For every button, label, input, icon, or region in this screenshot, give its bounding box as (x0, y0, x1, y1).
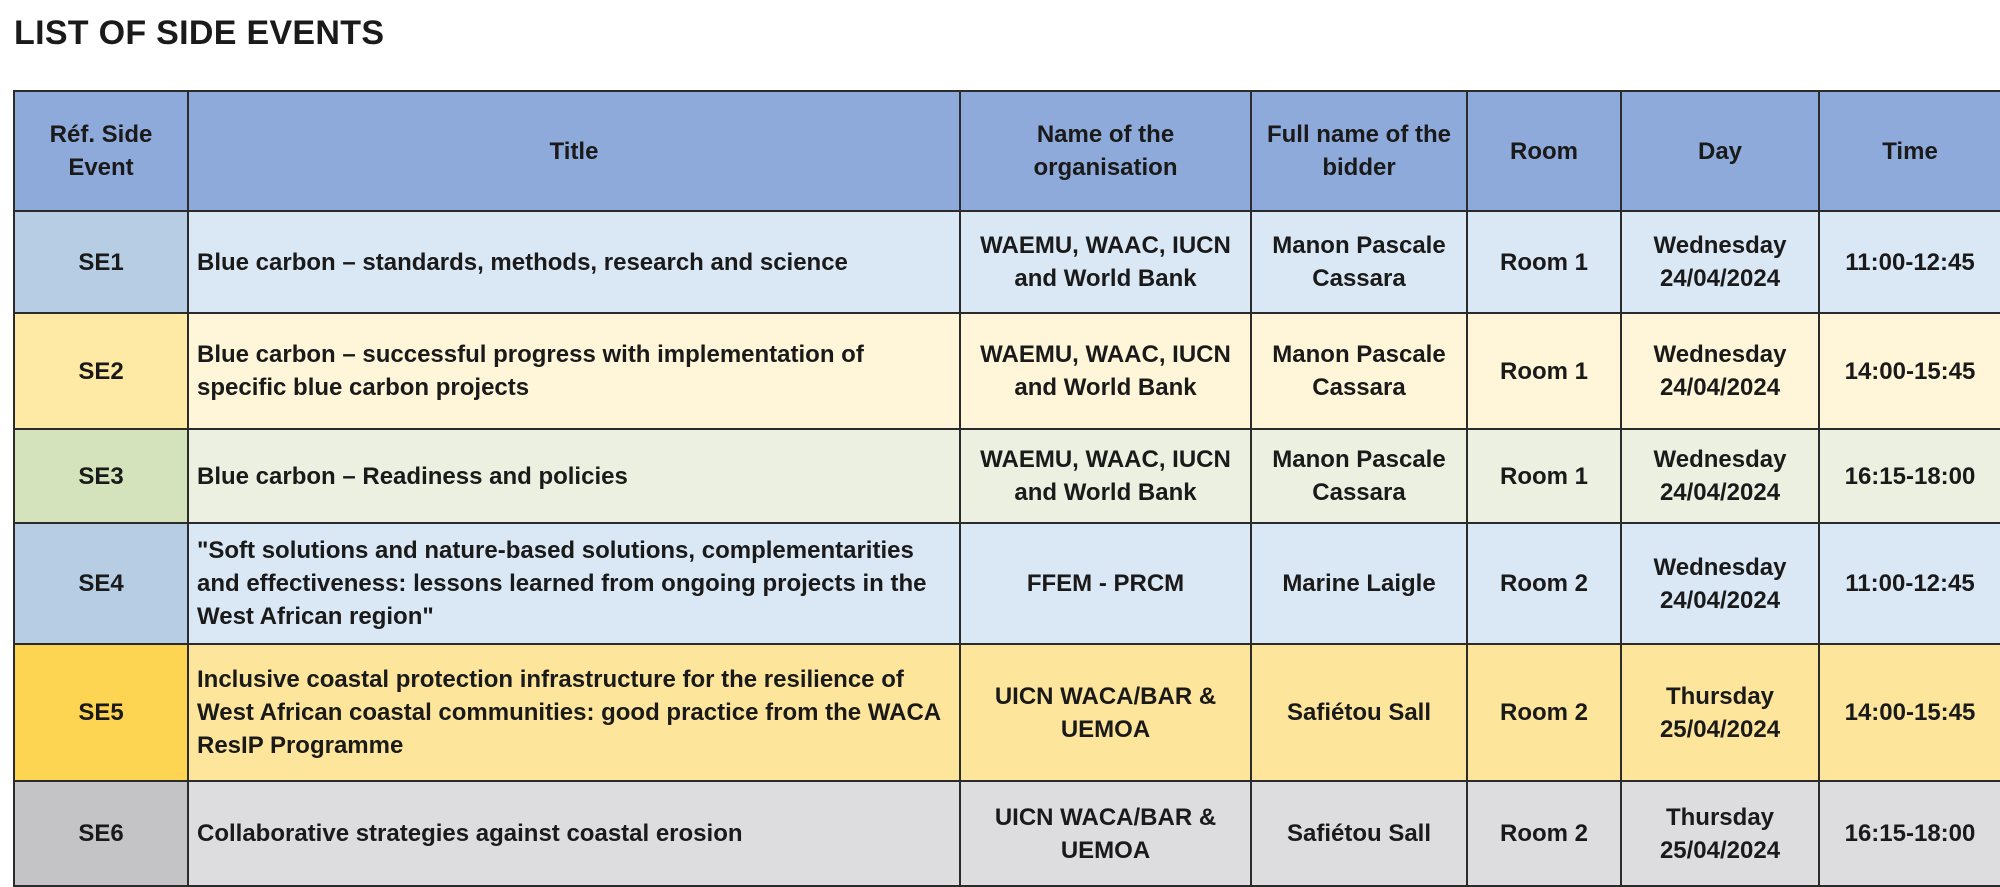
cell-room: Room 1 (1467, 313, 1621, 429)
table-row (14, 429, 2000, 523)
cell-ref: SE6 (14, 781, 188, 886)
cell-organisation: FFEM - PRCM (960, 523, 1251, 644)
column-header-bidder: Full name of the bidder (1251, 91, 1467, 211)
column-header-ref: Réf. Side Event (14, 91, 188, 211)
cell-bidder: Marine Laigle (1251, 523, 1467, 644)
cell-day: Wednesday 24/04/2024 (1621, 211, 1819, 313)
cell-room: Room 2 (1467, 523, 1621, 644)
cell-organisation: UICN WACA/BAR & UEMOA (960, 644, 1251, 781)
cell-title: Blue carbon – Readiness and policies (188, 429, 960, 523)
table-row (14, 313, 2000, 429)
cell-time: 16:15-18:00 (1819, 429, 2000, 523)
cell-bidder: Manon Pascale Cassara (1251, 211, 1467, 313)
column-header-day: Day (1621, 91, 1819, 211)
column-header-organisation: Name of the organisation (960, 91, 1251, 211)
cell-day: Wednesday 24/04/2024 (1621, 523, 1819, 644)
table-header-row (14, 91, 2000, 211)
cell-title: "Soft solutions and nature-based solutions, complementarities and effectiveness: lessons learned from ongoing projects in the West African region" (188, 523, 960, 644)
cell-room: Room 1 (1467, 211, 1621, 313)
cell-bidder: Manon Pascale Cassara (1251, 429, 1467, 523)
cell-time: 16:15-18:00 (1819, 781, 2000, 886)
column-header-time: Time (1819, 91, 2000, 211)
cell-day: Wednesday 24/04/2024 (1621, 313, 1819, 429)
cell-day: Wednesday 24/04/2024 (1621, 429, 1819, 523)
cell-title: Blue carbon – successful progress with implementation of specific blue carbon projects (188, 313, 960, 429)
page-title: LIST OF SIDE EVENTS (14, 14, 385, 52)
cell-organisation: WAEMU, WAAC, IUCN and World Bank (960, 429, 1251, 523)
cell-ref: SE4 (14, 523, 188, 644)
cell-organisation: WAEMU, WAAC, IUCN and World Bank (960, 211, 1251, 313)
cell-room: Room 2 (1467, 781, 1621, 886)
cell-organisation: WAEMU, WAAC, IUCN and World Bank (960, 313, 1251, 429)
cell-bidder: Safiétou Sall (1251, 644, 1467, 781)
column-header-room: Room (1467, 91, 1621, 211)
side-events-table (13, 90, 2000, 887)
cell-ref: SE2 (14, 313, 188, 429)
cell-time: 14:00-15:45 (1819, 313, 2000, 429)
table-row (14, 644, 2000, 781)
cell-title: Collaborative strategies against coastal erosion (188, 781, 960, 886)
cell-ref: SE5 (14, 644, 188, 781)
cell-bidder: Safiétou Sall (1251, 781, 1467, 886)
cell-day: Thursday 25/04/2024 (1621, 644, 1819, 781)
cell-title: Blue carbon – standards, methods, research and science (188, 211, 960, 313)
cell-room: Room 2 (1467, 644, 1621, 781)
table-row (14, 781, 2000, 886)
cell-ref: SE3 (14, 429, 188, 523)
cell-time: 11:00-12:45 (1819, 211, 2000, 313)
cell-time: 14:00-15:45 (1819, 644, 2000, 781)
table-row (14, 523, 2000, 644)
cell-ref: SE1 (14, 211, 188, 313)
cell-day: Thursday 25/04/2024 (1621, 781, 1819, 886)
cell-time: 11:00-12:45 (1819, 523, 2000, 644)
column-header-title: Title (188, 91, 960, 211)
cell-title: Inclusive coastal protection infrastructure for the resilience of West African coastal communities: good practice from the WACA ResIP Programme (188, 644, 960, 781)
cell-room: Room 1 (1467, 429, 1621, 523)
cell-bidder: Manon Pascale Cassara (1251, 313, 1467, 429)
cell-organisation: UICN WACA/BAR & UEMOA (960, 781, 1251, 886)
table-row (14, 211, 2000, 313)
